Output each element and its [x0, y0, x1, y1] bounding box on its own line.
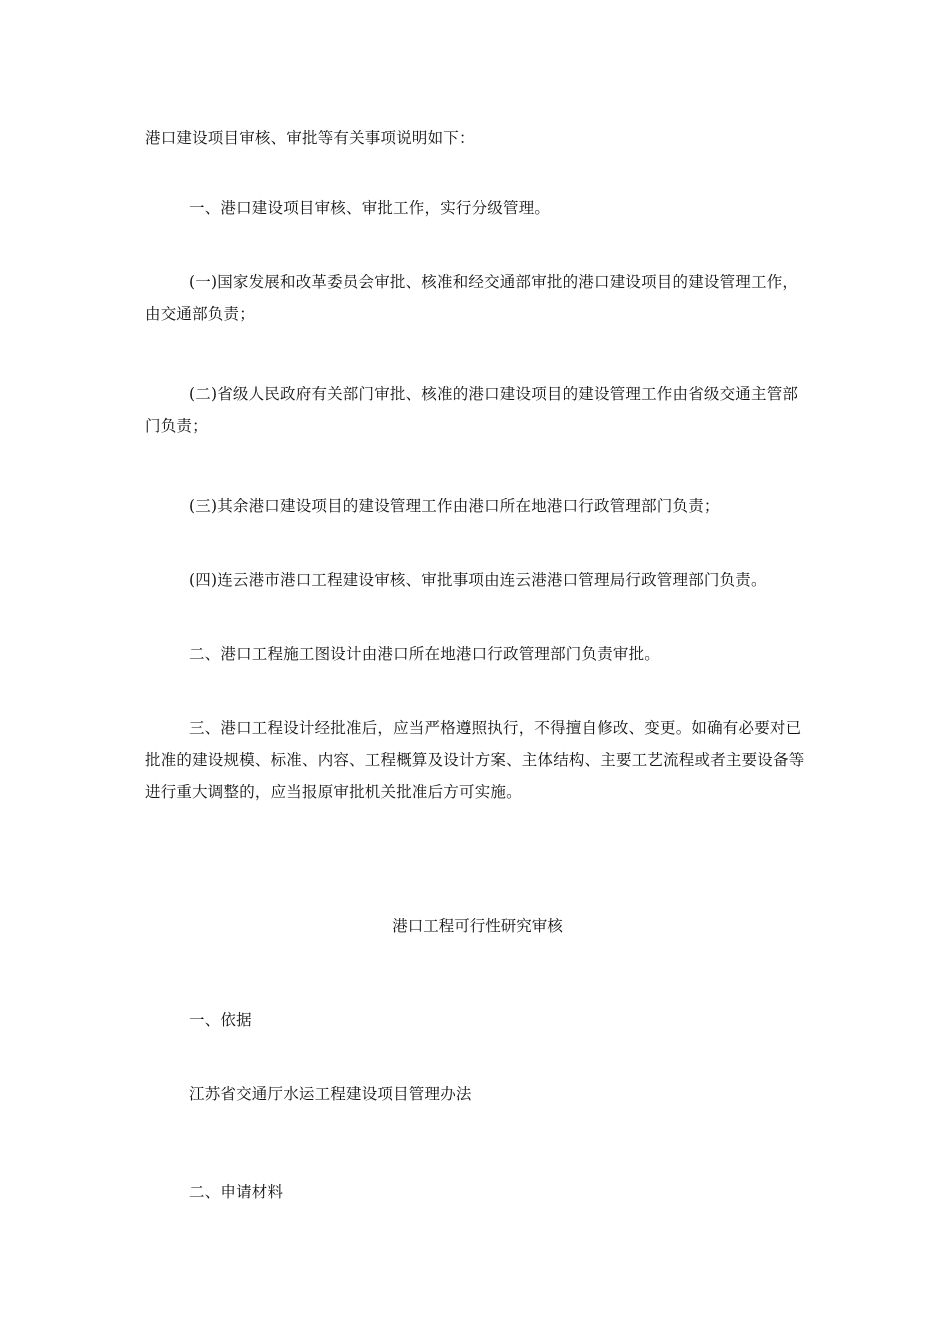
basis-text: 江苏省交通厅水运工程建设项目管理办法	[189, 1085, 472, 1103]
item-2-paragraph: (二)省级人民政府有关部门审批、核准的港口建设项目的建设管理工作由省级交通主管部门负责；	[145, 385, 799, 435]
item-4-paragraph: (四)连云港市港口工程建设审核、审批事项由连云港港口管理局行政管理部门负责。	[189, 571, 767, 589]
section-title: 港口工程可行性研究审核	[392, 917, 563, 935]
item-1-paragraph: (一)国家发展和改革委员会审批、核准和经交通部审批的港口建设项目的建设管理工作，由交通部负责；	[145, 273, 799, 323]
item-3-paragraph: (三)其余港口建设项目的建设管理工作由港口所在地港口行政管理部门负责；	[189, 497, 720, 515]
section-3-paragraph: 三、港口工程设计经批准后，应当严格遵照执行，不得擅自修改、变更。如确有必要对已批准的建设规模、标准、内容、工程概算及设计方案、主体结构、主要工艺流程或者主要设备等进行重大调整的，应当报原审批机关批准后方可实施。	[145, 719, 805, 801]
basis-heading: 一、依据	[189, 1011, 252, 1029]
materials-heading: 二、申请材料	[189, 1183, 284, 1201]
section-1-paragraph: 一、港口建设项目审核、审批工作，实行分级管理。	[189, 199, 551, 217]
intro-paragraph: 港口建设项目审核、审批等有关事项说明如下：	[145, 129, 475, 147]
section-2-paragraph: 二、港口工程施工图设计由港口所在地港口行政管理部门负责审批。	[189, 645, 661, 663]
